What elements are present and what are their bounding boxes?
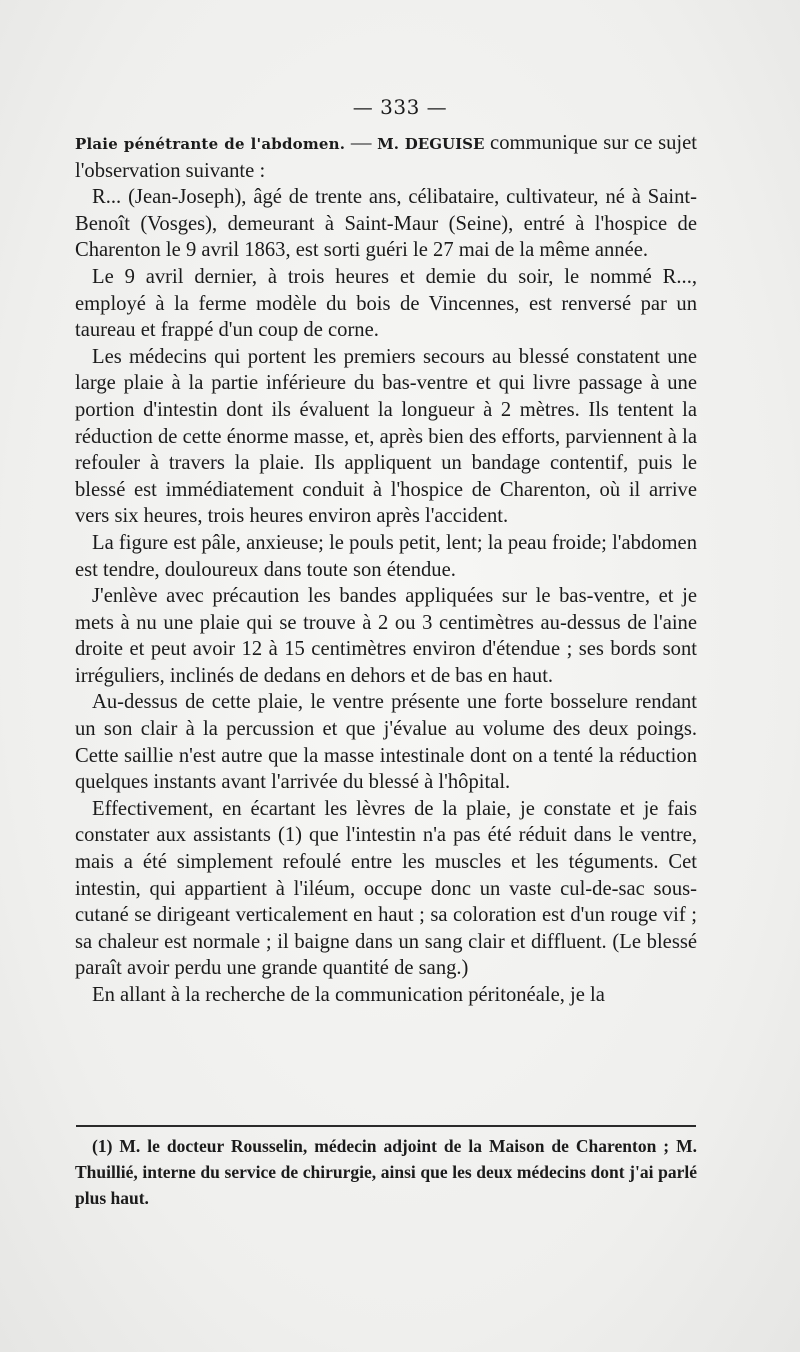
section-intro-paragraph [75, 130, 697, 184]
author-name: M. DEGUISE [377, 135, 485, 153]
heading-dash: — [345, 132, 378, 154]
paragraph: En allant à la recherche de la communication péritonéale, je la [92, 984, 605, 1006]
page-number: — 333 — [352, 95, 448, 119]
paragraph: J'enlève avec précaution les bandes appliquées sur le bas-ventre, et je mets à nu une plaie qui se trouve à 2 ou 3 centimètres au-dessus de l'aine droite et peut avoir 12 à 15 centimètres environ d'étendue ; ses bords sont irréguliers, inclinés de dedans en dehors et de bas en haut. [75, 585, 697, 687]
paragraph: Les médecins qui portent les premiers secours au blessé constatent une large plaie à la partie inférieure du bas-ventre et qui livre passage à une portion d'intestin dont ils évaluent la longueur à 2 mètres. Ils tentent la réduction de cette énorme masse, et, après bien des efforts, parviennent à la refouler à travers la plaie. Ils appliquent un bandage contentif, puis le blessé est immédiatement conduit à l'hospice de Charenton, où il arrive vers six heures, trois heures environ après l'accident. [75, 345, 697, 528]
footnote-divider [76, 1125, 696, 1127]
footnote: (1) M. le docteur Rousselin, médecin adjoint de la Maison de Charenton ; M. Thuillié, interne du service de chirurgie, ainsi que les deux médecins dont j'ai parlé plus haut. [75, 1136, 697, 1208]
intro-text: communique sur ce sujet l'observation suivante : [75, 132, 697, 182]
paragraph: La figure est pâle, anxieuse; le pouls petit, lent; la peau froide; l'abdomen est tendre, douloureux dans toute son étendue. [75, 531, 697, 581]
paragraph: R... (Jean-Joseph), âgé de trente ans, célibataire, cultivateur, né à Saint-Benoît (Vosges), demeurant à Saint-Maur (Seine), entré à l'hospice de Charenton le 9 avril 1863, est sorti guéri le 27 mai de la même année. [75, 186, 697, 262]
paragraph: Au-dessus de cette plaie, le ventre présente une forte bosselure rendant un son clair à la percussion et que j'évalue au volume des deux poings. Cette saillie n'est autre que la masse intestinale dont on a tenté la réduction quelques instants avant l'arrivée du blessé à l'hôpital. [75, 691, 697, 794]
paragraph: Le 9 avril dernier, à trois heures et demie du soir, le nommé R..., employé à la ferme modèle du bois de Vincennes, est renversé par un taureau et frappé d'un coup de corne. [75, 265, 697, 342]
section-heading: Plaie pénétrante de l'abdomen. [75, 135, 346, 153]
body-text [75, 130, 697, 1009]
paragraph: Effectivement, en écartant les lèvres de la plaie, je constate et je fais constater aux assistants (1) que l'intestin n'a pas été réduit dans le ventre, mais a été simplement refoulé entre les muscles et les téguments. Cet intestin, qui appartient à l'iléum, occupe donc un vaste cul-de-sac sous-cutané se dirigeant verticalement en haut ; sa coloration est d'un rouge vif ; sa chaleur est normale ; il baigne dans un sang clair et diffluent. (Le blessé paraît avoir perdu une grande quantité de sang.) [75, 797, 697, 980]
